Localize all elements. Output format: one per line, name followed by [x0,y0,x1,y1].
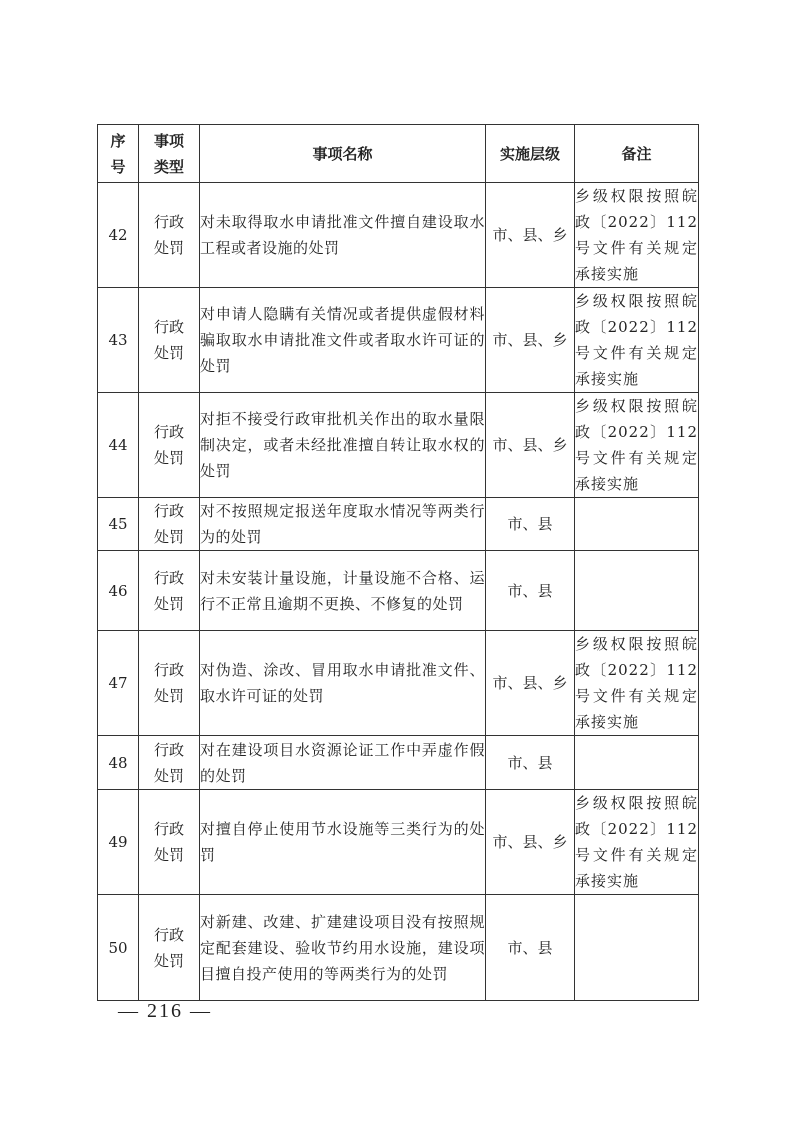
row-number: 46 [98,551,139,631]
row-type: 行政 处罚 [139,790,200,895]
matters-table [97,124,699,1001]
row-name: 对未取得取水申请批准文件擅自建设取水工程或者设施的处罚 [200,183,486,288]
row-number: 48 [98,736,139,790]
header-row [98,125,699,183]
row-level: 市、县、乡 [486,790,575,895]
row-type: 行政 处罚 [139,895,200,1001]
row-level: 市、县 [486,551,575,631]
header-name: 事项名称 [200,125,486,183]
table-row [98,288,699,393]
row-name: 对拒不接受行政审批机关作出的取水量限制决定，或者未经批准擅自转让取水权的处罚 [200,393,486,498]
row-name: 对申请人隐瞒有关情况或者提供虚假材料骗取取水申请批准文件或者取水许可证的处罚 [200,288,486,393]
table-row [98,393,699,498]
row-note: 乡级权限按照皖政〔2022〕112号文件有关规定承接实施 [575,183,699,288]
row-type: 行政 处罚 [139,631,200,736]
row-note: 乡级权限按照皖政〔2022〕112号文件有关规定承接实施 [575,288,699,393]
header-level: 实施层级 [486,125,575,183]
header-no: 序 号 [98,125,139,183]
row-number: 45 [98,498,139,551]
table-row [98,631,699,736]
table-row [98,551,699,631]
row-level: 市、县 [486,895,575,1001]
row-number: 50 [98,895,139,1001]
table-row [98,736,699,790]
table-row [98,790,699,895]
page-number: — 216 — [118,1000,212,1022]
row-note [575,498,699,551]
row-level: 市、县 [486,736,575,790]
row-level: 市、县 [486,498,575,551]
row-type: 行政 处罚 [139,393,200,498]
row-note [575,736,699,790]
row-note [575,895,699,1001]
row-note: 乡级权限按照皖政〔2022〕112号文件有关规定承接实施 [575,631,699,736]
row-name: 对在建设项目水资源论证工作中弄虚作假的处罚 [200,736,486,790]
table-row [98,183,699,288]
header-note: 备注 [575,125,699,183]
row-level: 市、县、乡 [486,183,575,288]
row-name: 对不按照规定报送年度取水情况等两类行为的处罚 [200,498,486,551]
row-name: 对新建、改建、扩建建设项目没有按照规定配套建设、验收节约用水设施，建设项目擅自投产使用的等两类行为的处罚 [200,895,486,1001]
header-type: 事项 类型 [139,125,200,183]
row-type: 行政 处罚 [139,288,200,393]
row-number: 47 [98,631,139,736]
row-type: 行政 处罚 [139,498,200,551]
row-number: 42 [98,183,139,288]
row-type: 行政 处罚 [139,736,200,790]
row-number: 44 [98,393,139,498]
row-level: 市、县、乡 [486,631,575,736]
row-note: 乡级权限按照皖政〔2022〕112号文件有关规定承接实施 [575,393,699,498]
row-name: 对未安装计量设施，计量设施不合格、运行不正常且逾期不更换、不修复的处罚 [200,551,486,631]
row-type: 行政 处罚 [139,551,200,631]
row-name: 对伪造、涂改、冒用取水申请批准文件、取水许可证的处罚 [200,631,486,736]
table-row [98,895,699,1001]
row-name: 对擅自停止使用节水设施等三类行为的处罚 [200,790,486,895]
row-note: 乡级权限按照皖政〔2022〕112号文件有关规定承接实施 [575,790,699,895]
row-note [575,551,699,631]
row-number: 43 [98,288,139,393]
row-level: 市、县、乡 [486,288,575,393]
row-number: 49 [98,790,139,895]
table-row [98,498,699,551]
row-type: 行政 处罚 [139,183,200,288]
row-level: 市、县、乡 [486,393,575,498]
